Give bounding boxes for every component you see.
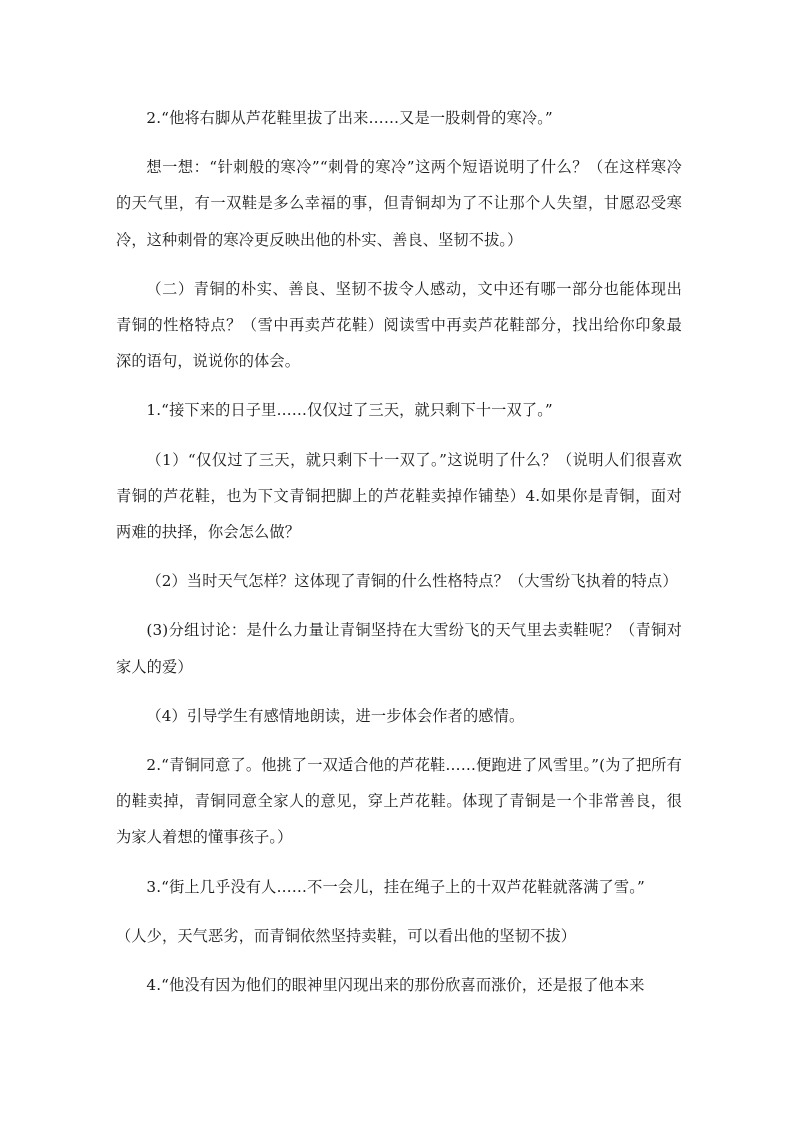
- paragraph: 想一想：“针刺般的寒冷”“刺骨的寒冷”这两个短语说明了什么？（在这样寒冷的天气里，有一双鞋是多么幸福的事，但青铜却为了不让那个人失望，甘愿忍受寒冷，这种刺骨的寒冷更反映出他的朴实、善良、坚韧不拔。）: [116, 158, 682, 249]
- paragraph: （人少，天气恶劣，而青铜依然坚持卖鞋，可以看出他的坚韧不拔）: [116, 926, 577, 945]
- paragraph: （二）青铜的朴实、善良、坚韧不拔令人感动，文中还有哪一部分也能体现出青铜的性格特点？（雪中再卖芦花鞋）阅读雪中再卖芦花鞋部分，找出给你印象最深的语句，说说你的体会。: [116, 279, 682, 371]
- document-body: [116, 100, 682, 1016]
- paragraph: 2.“青铜同意了。他挑了一双适合他的芦花鞋……便跑进了风雪里。”(为了把所有的鞋卖掉，青铜同意全家人的意见，穿上芦花鞋。体现了青铜是一个非常善良，很为家人着想的懂事孩子。）: [116, 756, 682, 847]
- paragraph: （1）“仅仅过了三天，就只剩下十一双了。”这说明了什么？（说明人们很喜欢青铜的芦花鞋，也为下文青铜把脚上的芦花鞋卖掉作铺垫）4.如果你是青铜，面对两难的抉择，你会怎么做？: [116, 450, 682, 542]
- paragraph: 4.“他没有因为他们的眼神里闪现出来的那份欣喜而涨价，还是报了他本来: [146, 976, 645, 995]
- paragraph: 3.“街上几乎没有人……不一会儿，挂在绳子上的十双芦花鞋就落满了雪。”: [146, 877, 645, 896]
- paragraph: 1.“接下来的日子里……仅仅过了三天，就只剩下十一双了。”: [146, 401, 553, 420]
- paragraph: 2.“他将右脚从芦花鞋里拔了出来……又是一股刺骨的寒冷。”: [146, 109, 553, 127]
- paragraph: （2）当时天气怎样？这体现了青铜的什么性格特点？（大雪纷飞执着的特点）: [146, 572, 678, 591]
- paragraph: (3)分组讨论：是什么力量让青铜坚持在大雪纷飞的天气里去卖鞋呢？（青铜对家人的爱）: [116, 621, 682, 676]
- paragraph: （4）引导学生有感情地朗读，进一步体会作者的感情。: [146, 706, 525, 725]
